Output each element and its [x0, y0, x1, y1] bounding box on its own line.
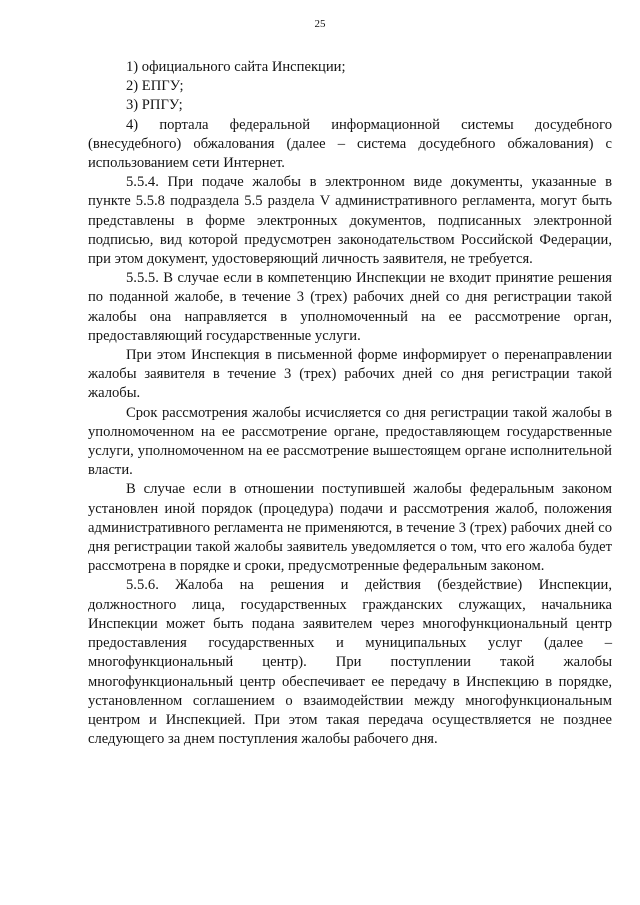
clause-5-5-4: 5.5.4. При подаче жалобы в электронном виде документы, указанные в пункте 5.5.8 подраздела 5.5 раздела V административного регламента, могут быть представлены в форме электронных документов, подписанных электронной подписью, вид которой предусмотрен законодательством Российской Федерации, при этом документ, удостоверяющий личность заявителя, не требуется. — [88, 174, 612, 268]
list-item-2: 2) ЕПГУ; — [126, 78, 184, 95]
list-item-4: 4) портала федеральной информационной системы досудебного (внесудебного) обжалования (далее – система досудебного обжалования) с использованием сети Интернет. — [88, 116, 612, 172]
document-body — [88, 58, 612, 749]
clause-5-5-5: 5.5.5. В случае если в компетенцию Инспекции не входит принятие решения по поданной жалобе, в течение 3 (трех) рабочих дней со дня регистрации такой жалобы она направляется в уполномоченный на ее рассмотрение орган, предоставляющий государственные услуги. — [88, 270, 612, 344]
list-item-3: 3) РПГУ; — [126, 97, 183, 114]
paragraph-other-procedure: В случае если в отношении поступившей жалобы федеральным законом установлен иной порядок (процедура) подачи и рассмотрения жалоб, положения административного регламента не применяются, в течение 3 (трех) рабочих дней со дня регистрации такой жалобы заявитель уведомляется о том, что его жалоба будет рассмотрена в порядке и сроки, предусмотренные федеральным законом. — [88, 481, 612, 575]
list-item-1: 1) официального сайта Инспекции; — [126, 59, 346, 75]
paragraph-redirect-notice: При этом Инспекция в письменной форме информирует о перенаправлении жалобы заявителя в течение 3 (трех) рабочих дней со дня регистрации такой жалобы. — [88, 347, 612, 402]
page-number: 25 — [314, 18, 326, 30]
paragraph-review-term: Срок рассмотрения жалобы исчисляется со дня регистрации такой жалобы в уполномоченном на ее рассмотрение органе, предоставляющем государственные услуги, уполномоченном на ее рассмотрение вышестоящем органе исполнительной власти. — [88, 404, 612, 479]
clause-5-5-6: 5.5.6. Жалоба на решения и действия (бездействие) Инспекции, должностного лица, государственных гражданских служащих, начальника Инспекции может быть подана заявителем через многофункциональный центр предоставления государственных и муниципальных услуг (далее – многофункциональный центр). При поступлении такой жалобы многофункциональный центр обеспечивает ее передачу в Инспекцию в порядке, установленном соглашением о взаимодействии между многофункциональным центром и Инспекцией. При этом такая передача осуществляется не позднее следующего за днем поступления жалобы рабочего дня. — [88, 577, 612, 748]
